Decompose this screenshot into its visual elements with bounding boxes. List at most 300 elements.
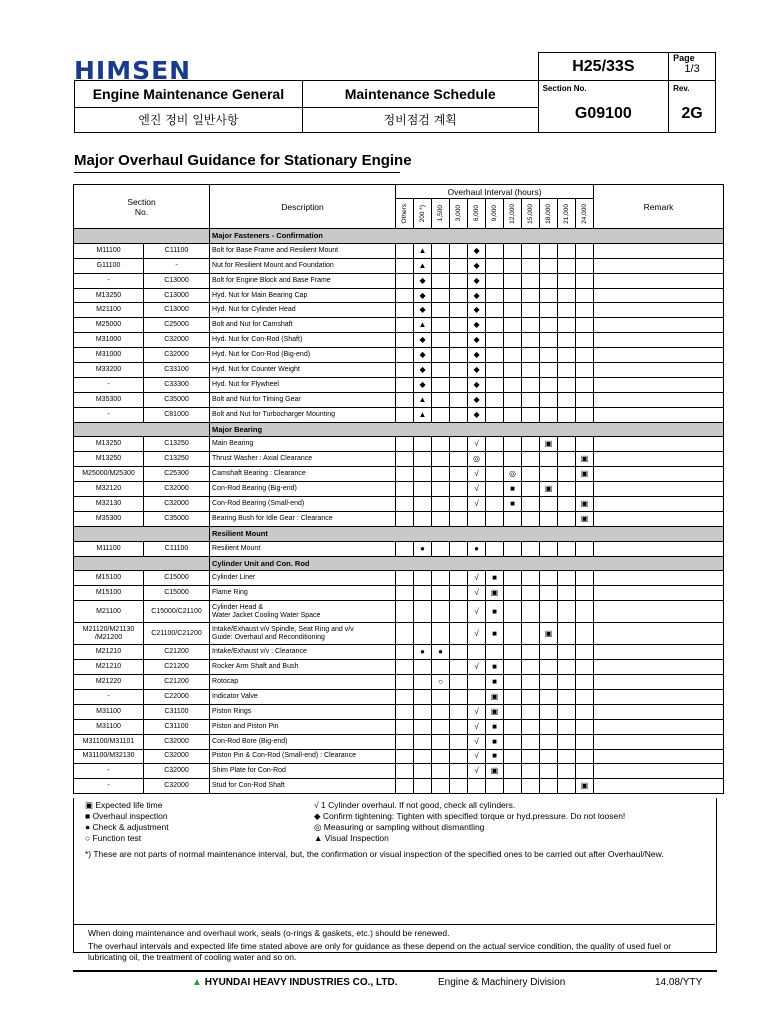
- interval-mark-cell: [576, 623, 594, 645]
- interval-mark-cell: [504, 689, 522, 704]
- sub-section-cell: C21200: [144, 675, 210, 690]
- interval-mark-cell: [504, 623, 522, 645]
- interval-mark-cell: [396, 258, 414, 273]
- legend-item: ▲ Visual Inspection: [314, 833, 389, 843]
- interval-mark-cell: [432, 288, 450, 303]
- interval-mark-cell: ■: [486, 749, 504, 764]
- interval-mark-cell: [576, 303, 594, 318]
- seal-note: When doing maintenance and overhaul work, seals (o-rings & gaskets, etc.) should be renewed.: [88, 928, 450, 938]
- table-row: [74, 482, 724, 497]
- page-value: 1/3: [684, 63, 700, 75]
- interval-mark-cell: [450, 288, 468, 303]
- interval-mark-cell: [522, 749, 540, 764]
- interval-label: 6,000: [473, 205, 481, 222]
- interval-mark-cell: [414, 779, 432, 794]
- title-ko-mid: 정비점검 계획: [383, 113, 457, 127]
- table-row: [74, 258, 724, 273]
- interval-mark-cell: [486, 645, 504, 660]
- interval-mark-cell: [432, 586, 450, 601]
- interval-mark-cell: [504, 407, 522, 422]
- remark-cell: [594, 660, 724, 675]
- interval-mark-cell: √: [468, 623, 486, 645]
- interval-mark-cell: [576, 437, 594, 452]
- interval-mark-cell: [486, 779, 504, 794]
- interval-mark-cell: ◆: [468, 407, 486, 422]
- interval-mark-cell: [432, 303, 450, 318]
- interval-mark-cell: [522, 482, 540, 497]
- remark-cell: [594, 467, 724, 482]
- interval-mark-cell: [558, 689, 576, 704]
- interval-mark-cell: [558, 749, 576, 764]
- interval-mark-cell: [396, 333, 414, 348]
- interval-mark-cell: [396, 318, 414, 333]
- table-row: [74, 541, 724, 556]
- interval-mark-cell: ◆: [414, 363, 432, 378]
- interval-mark-cell: [522, 437, 540, 452]
- interval-label: 3,000: [455, 205, 463, 222]
- interval-mark-cell: [558, 318, 576, 333]
- sub-section-cell: C21200: [144, 660, 210, 675]
- description-cell: Bolt and Nut for Camshaft: [210, 318, 396, 333]
- interval-mark-cell: [522, 273, 540, 288]
- interval-mark-cell: [414, 571, 432, 586]
- interval-mark-cell: [504, 675, 522, 690]
- interval-mark-cell: [432, 348, 450, 363]
- interval-mark-cell: [450, 511, 468, 526]
- table-row: [74, 660, 724, 675]
- interval-mark-cell: [432, 273, 450, 288]
- interval-mark-cell: [522, 571, 540, 586]
- group-row: [74, 556, 724, 571]
- section-no-cell: -: [74, 779, 144, 794]
- interval-header: Overhaul Interval (hours): [396, 185, 594, 199]
- interval-mark-cell: [450, 392, 468, 407]
- interval-mark-cell: [540, 511, 558, 526]
- interval-mark-cell: √: [468, 482, 486, 497]
- sub-section-cell: C35000: [144, 392, 210, 407]
- interval-mark-cell: [558, 482, 576, 497]
- sub-section-cell: C25300: [144, 467, 210, 482]
- interval-mark-cell: ●: [468, 541, 486, 556]
- interval-mark-cell: √: [468, 660, 486, 675]
- section-no-cell: M32130: [74, 497, 144, 512]
- interval-mark-cell: ■: [486, 623, 504, 645]
- interval-mark-cell: [432, 719, 450, 734]
- table-row: [74, 288, 724, 303]
- interval-mark-cell: [414, 482, 432, 497]
- interval-mark-cell: [522, 689, 540, 704]
- interval-mark-cell: [540, 675, 558, 690]
- remark-cell: [594, 749, 724, 764]
- interval-mark-cell: ◎: [504, 467, 522, 482]
- interval-mark-cell: [558, 764, 576, 779]
- description-cell: Shim Plate for Con-Rod: [210, 764, 396, 779]
- interval-mark-cell: [450, 452, 468, 467]
- interval-mark-cell: [576, 601, 594, 623]
- interval-mark-cell: √: [468, 586, 486, 601]
- group-row: [74, 229, 724, 244]
- interval-mark-cell: [504, 377, 522, 392]
- interval-mark-cell: [540, 467, 558, 482]
- interval-mark-cell: [504, 258, 522, 273]
- sub-section-cell: C32000: [144, 482, 210, 497]
- interval-mark-cell: [486, 273, 504, 288]
- interval-mark-cell: [450, 734, 468, 749]
- interval-mark-cell: [432, 779, 450, 794]
- interval-mark-cell: [522, 467, 540, 482]
- interval-mark-cell: [396, 497, 414, 512]
- interval-mark-cell: [504, 660, 522, 675]
- remark-cell: [594, 675, 724, 690]
- interval-mark-cell: [576, 348, 594, 363]
- note-divider: [73, 924, 715, 925]
- sub-section-cell: C21100/C21200: [144, 623, 210, 645]
- interval-mark-cell: [522, 586, 540, 601]
- sub-section-cell: C22000: [144, 689, 210, 704]
- interval-mark-cell: [540, 303, 558, 318]
- interval-mark-cell: [396, 273, 414, 288]
- interval-mark-cell: [396, 482, 414, 497]
- interval-mark-cell: [396, 511, 414, 526]
- interval-mark-cell: [504, 243, 522, 258]
- interval-mark-cell: ■: [486, 675, 504, 690]
- sub-section-cell: C32000: [144, 749, 210, 764]
- interval-mark-cell: ▣: [540, 437, 558, 452]
- interval-mark-cell: [414, 452, 432, 467]
- interval-mark-cell: [522, 452, 540, 467]
- interval-mark-cell: [522, 407, 540, 422]
- interval-mark-cell: [396, 586, 414, 601]
- description-cell: Camshaft Bearing : Clearance: [210, 467, 396, 482]
- section-no-cell: -: [74, 377, 144, 392]
- interval-mark-cell: [504, 392, 522, 407]
- section-no-cell: M31000: [74, 333, 144, 348]
- remark-cell: [594, 437, 724, 452]
- interval-mark-cell: [450, 660, 468, 675]
- sub-section-cell: C31100: [144, 719, 210, 734]
- section-no-cell: G11100: [74, 258, 144, 273]
- interval-mark-cell: [396, 704, 414, 719]
- interval-mark-cell: [396, 437, 414, 452]
- interval-mark-cell: √: [468, 497, 486, 512]
- interval-mark-cell: [558, 623, 576, 645]
- table-row: [74, 363, 724, 378]
- section-title: Major Overhaul Guidance for Stationary Engine: [74, 152, 412, 169]
- description-cell: Rocker Arm Shaft and Bush: [210, 660, 396, 675]
- interval-mark-cell: [486, 303, 504, 318]
- table-row: [74, 407, 724, 422]
- sub-section-cell: C32000: [144, 764, 210, 779]
- sub-section-cell: C13250: [144, 437, 210, 452]
- section-no-cell: M35300: [74, 511, 144, 526]
- table-row: [74, 497, 724, 512]
- remark-header: Remark: [594, 185, 724, 229]
- interval-mark-cell: [522, 348, 540, 363]
- remark-cell: [594, 243, 724, 258]
- interval-mark-cell: [558, 363, 576, 378]
- interval-mark-cell: [396, 734, 414, 749]
- interval-mark-cell: [450, 303, 468, 318]
- interval-mark-cell: [486, 333, 504, 348]
- interval-mark-cell: [576, 363, 594, 378]
- interval-mark-cell: [576, 719, 594, 734]
- interval-col-header: [432, 199, 450, 229]
- remark-cell: [594, 571, 724, 586]
- interval-mark-cell: ◆: [414, 377, 432, 392]
- interval-mark-cell: [540, 288, 558, 303]
- interval-col-header: [414, 199, 432, 229]
- interval-mark-cell: [558, 273, 576, 288]
- interval-mark-cell: [414, 437, 432, 452]
- guidance-note: The overhaul intervals and expected life time stated above are only for guidance as these depend on the actual service condition, the quality of used fuel or lubricating oil, the treatment of cooling water and so on.: [88, 941, 672, 962]
- section-no-cell: M21100: [74, 601, 144, 623]
- table-row: [74, 645, 724, 660]
- interval-mark-cell: [468, 779, 486, 794]
- interval-mark-cell: [576, 645, 594, 660]
- interval-mark-cell: [540, 719, 558, 734]
- interval-mark-cell: [414, 660, 432, 675]
- interval-mark-cell: [576, 660, 594, 675]
- description-cell: Nut for Resilient Mount and Foundation: [210, 258, 396, 273]
- interval-mark-cell: [396, 645, 414, 660]
- interval-mark-cell: [432, 623, 450, 645]
- interval-mark-cell: [414, 601, 432, 623]
- interval-mark-cell: [558, 258, 576, 273]
- interval-mark-cell: ●: [432, 645, 450, 660]
- interval-mark-cell: [432, 392, 450, 407]
- interval-mark-cell: [450, 689, 468, 704]
- company-label: HYUNDAI HEAVY INDUSTRIES CO., LTD.: [204, 977, 398, 988]
- interval-mark-cell: [540, 541, 558, 556]
- interval-mark-cell: ▣: [540, 623, 558, 645]
- interval-mark-cell: [576, 482, 594, 497]
- description-cell: Bolt and Nut for Timing Gear: [210, 392, 396, 407]
- table-row: [74, 511, 724, 526]
- interval-mark-cell: [432, 437, 450, 452]
- interval-col-header: [504, 199, 522, 229]
- remark-cell: [594, 601, 724, 623]
- interval-mark-cell: [576, 586, 594, 601]
- sub-section-cell: C32000: [144, 333, 210, 348]
- interval-mark-cell: [486, 437, 504, 452]
- interval-mark-cell: ◆: [468, 363, 486, 378]
- interval-mark-cell: [558, 601, 576, 623]
- interval-mark-cell: ◆: [468, 318, 486, 333]
- interval-mark-cell: [504, 333, 522, 348]
- remark-cell: [594, 303, 724, 318]
- interval-mark-cell: [396, 689, 414, 704]
- remark-cell: [594, 779, 724, 794]
- interval-mark-cell: [432, 258, 450, 273]
- interval-mark-cell: [468, 645, 486, 660]
- interval-mark-cell: [396, 623, 414, 645]
- interval-mark-cell: [540, 734, 558, 749]
- sub-section-cell: C32000: [144, 497, 210, 512]
- interval-mark-cell: [450, 482, 468, 497]
- section-no-cell: M31100/M32130: [74, 749, 144, 764]
- interval-mark-cell: [450, 601, 468, 623]
- interval-mark-cell: [432, 452, 450, 467]
- interval-mark-cell: [558, 467, 576, 482]
- interval-mark-cell: [450, 779, 468, 794]
- interval-mark-cell: [522, 779, 540, 794]
- legend-item: ○ Function test: [85, 833, 142, 843]
- interval-mark-cell: [396, 303, 414, 318]
- interval-mark-cell: [522, 303, 540, 318]
- interval-mark-cell: [540, 660, 558, 675]
- description-cell: Con-Rod Bore (Big-end): [210, 734, 396, 749]
- interval-mark-cell: [450, 623, 468, 645]
- group-heading: Resilient Mount: [210, 526, 724, 541]
- interval-mark-cell: [558, 586, 576, 601]
- section-no-cell: -: [74, 764, 144, 779]
- interval-mark-cell: ▣: [576, 779, 594, 794]
- interval-mark-cell: [432, 704, 450, 719]
- remark-cell: [594, 689, 724, 704]
- remark-cell: [594, 288, 724, 303]
- interval-mark-cell: [450, 467, 468, 482]
- description-cell: Bearing Bush for Idle Gear : Clearance: [210, 511, 396, 526]
- interval-mark-cell: [486, 288, 504, 303]
- interval-mark-cell: [540, 704, 558, 719]
- section-no-cell: M33200: [74, 363, 144, 378]
- description-cell: Hyd. Nut for Cylinder Head: [210, 303, 396, 318]
- section-no-cell: M21120/M21130 /M21200: [74, 623, 144, 645]
- interval-mark-cell: ▣: [540, 482, 558, 497]
- footer-rule: [73, 970, 717, 972]
- interval-mark-cell: ◆: [414, 303, 432, 318]
- interval-mark-cell: [450, 258, 468, 273]
- interval-mark-cell: [540, 452, 558, 467]
- interval-mark-cell: [522, 660, 540, 675]
- description-cell: Flame Ring: [210, 586, 396, 601]
- interval-mark-cell: ■: [486, 571, 504, 586]
- interval-mark-cell: [450, 377, 468, 392]
- section-number: G09100: [538, 95, 669, 132]
- section-no-label: Section No.: [538, 81, 669, 96]
- sub-section-cell: C33300: [144, 377, 210, 392]
- remark-cell: [594, 392, 724, 407]
- sub-section-cell: C13000: [144, 303, 210, 318]
- interval-mark-cell: [576, 377, 594, 392]
- legend-item: √ 1 Cylinder overhaul. If not good, check all cylinders.: [314, 800, 516, 810]
- interval-mark-cell: [540, 243, 558, 258]
- interval-mark-cell: [522, 675, 540, 690]
- interval-mark-cell: [558, 719, 576, 734]
- interval-mark-cell: [432, 541, 450, 556]
- interval-mark-cell: [450, 645, 468, 660]
- description-cell: Con-Rod Bearing (Small-end): [210, 497, 396, 512]
- description-header: Description: [210, 185, 396, 229]
- table-row: [74, 704, 724, 719]
- section-no-cell: M11100: [74, 243, 144, 258]
- section-no-cell: M31100: [74, 704, 144, 719]
- interval-label: 12,000: [509, 203, 517, 224]
- interval-mark-cell: [504, 764, 522, 779]
- revision: 2G: [669, 95, 716, 132]
- remark-cell: [594, 704, 724, 719]
- remark-cell: [594, 452, 724, 467]
- interval-mark-cell: [522, 764, 540, 779]
- interval-mark-cell: ▲: [414, 392, 432, 407]
- interval-mark-cell: [414, 689, 432, 704]
- interval-col-header: [486, 199, 504, 229]
- interval-mark-cell: √: [468, 601, 486, 623]
- interval-mark-cell: [396, 392, 414, 407]
- interval-mark-cell: [558, 704, 576, 719]
- interval-mark-cell: [414, 675, 432, 690]
- remark-cell: [594, 497, 724, 512]
- interval-mark-cell: [396, 675, 414, 690]
- remark-cell: [594, 482, 724, 497]
- interval-mark-cell: ■: [486, 660, 504, 675]
- interval-mark-cell: ▣: [576, 497, 594, 512]
- interval-mark-cell: [558, 243, 576, 258]
- interval-mark-cell: ▣: [576, 511, 594, 526]
- interval-mark-cell: [576, 243, 594, 258]
- interval-mark-cell: ◆: [468, 243, 486, 258]
- footnote: *) These are not parts of normal maintenance interval, but, the confirmation or visual inspection of the specified ones to be carried out after Overhaul/New.: [85, 849, 664, 859]
- interval-mark-cell: ◆: [468, 377, 486, 392]
- interval-mark-cell: [522, 318, 540, 333]
- interval-mark-cell: [432, 601, 450, 623]
- interval-mark-cell: [558, 288, 576, 303]
- interval-mark-cell: [576, 764, 594, 779]
- interval-mark-cell: [486, 407, 504, 422]
- interval-mark-cell: [522, 601, 540, 623]
- interval-mark-cell: [576, 333, 594, 348]
- legend-item: ◎ Measuring or sampling without dismantling: [314, 822, 485, 832]
- division-name: Engine & Machinery Division: [438, 977, 566, 988]
- document-code: 14.08/YTY: [655, 977, 703, 988]
- interval-mark-cell: [540, 333, 558, 348]
- interval-mark-cell: [540, 407, 558, 422]
- interval-mark-cell: [450, 318, 468, 333]
- interval-mark-cell: [396, 749, 414, 764]
- interval-mark-cell: [522, 541, 540, 556]
- interval-mark-cell: [414, 623, 432, 645]
- interval-mark-cell: [414, 764, 432, 779]
- interval-mark-cell: ▣: [576, 467, 594, 482]
- interval-mark-cell: [450, 437, 468, 452]
- interval-mark-cell: [522, 645, 540, 660]
- interval-mark-cell: [576, 407, 594, 422]
- description-cell: Rotocap: [210, 675, 396, 690]
- interval-mark-cell: [540, 377, 558, 392]
- interval-mark-cell: [522, 258, 540, 273]
- interval-mark-cell: [396, 288, 414, 303]
- interval-mark-cell: ▣: [486, 689, 504, 704]
- interval-mark-cell: [504, 288, 522, 303]
- interval-col-header: [396, 199, 414, 229]
- remark-cell: [594, 645, 724, 660]
- legend-item: ◆ Confirm tightening: Tighten with specified torque or hyd.pressure. Do not loosen!: [314, 811, 626, 821]
- table-row: [74, 243, 724, 258]
- section-no-cell: M15100: [74, 586, 144, 601]
- description-cell: Indicator Valve: [210, 689, 396, 704]
- remark-cell: [594, 586, 724, 601]
- table-row: [74, 689, 724, 704]
- description-cell: Hyd. Nut for Main Bearing Cap: [210, 288, 396, 303]
- interval-mark-cell: ◆: [468, 288, 486, 303]
- interval-mark-cell: [522, 511, 540, 526]
- sub-section-cell: C25000: [144, 318, 210, 333]
- section-no-cell: M25000: [74, 318, 144, 333]
- interval-mark-cell: [540, 273, 558, 288]
- interval-mark-cell: √: [468, 437, 486, 452]
- legend-item: ▣ Expected life time: [85, 800, 163, 810]
- rev-label: Rev.: [669, 81, 716, 96]
